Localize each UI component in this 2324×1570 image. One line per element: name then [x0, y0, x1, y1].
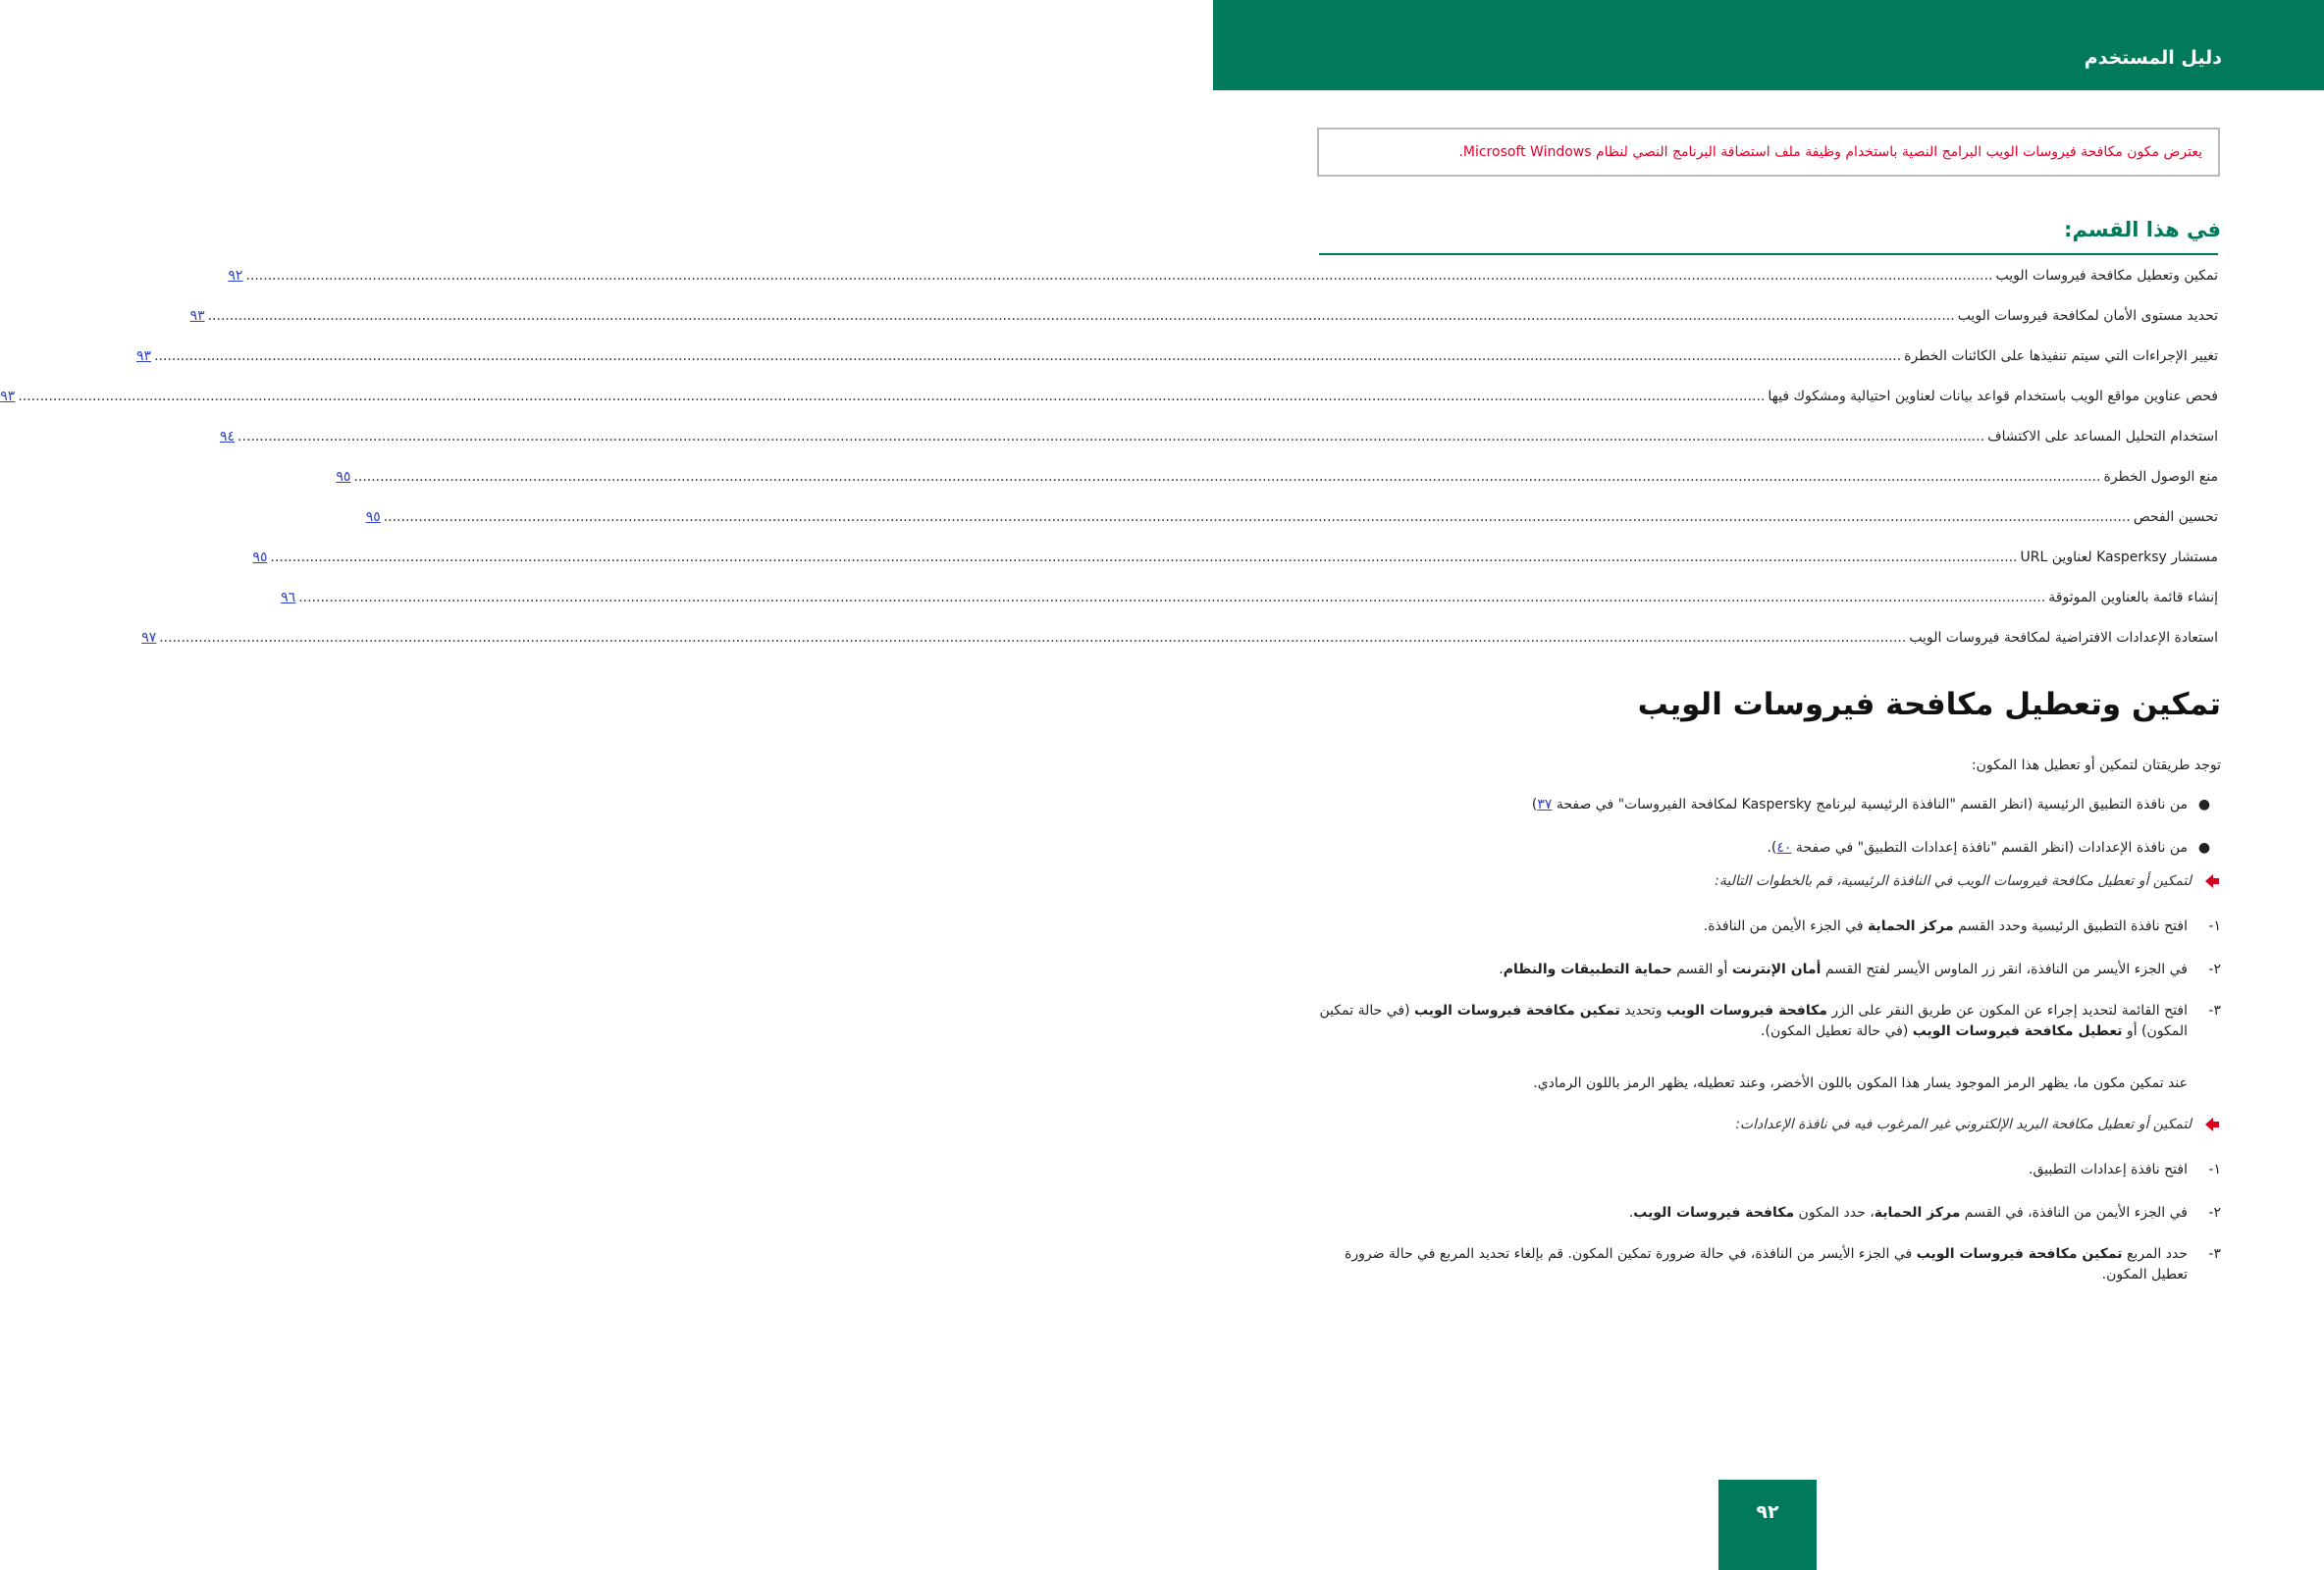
toc-page-link[interactable]: ٩٣ [136, 348, 152, 364]
toc-leader-dots: ................................................................................................................................................................................................................................................................................................................................................................................................................ [270, 550, 2018, 565]
toc-row[interactable] [220, 428, 2218, 468]
step-text: حدد المربع تمكين مكافحة فيروسات الويب في الجزء الأيسر من النافذة، في حالة ضرورة تمكين المكون. قم بإلغاء تحديد المربع في حالة ضرورة تعطيل المكون. [1345, 1246, 2188, 1282]
toc-page-link[interactable]: ٩٢ [228, 268, 243, 284]
step-number: ٢- [2208, 962, 2221, 977]
procedure-arrow-icon [2203, 1117, 2221, 1132]
bullet-icon: ● [2197, 840, 2211, 856]
toc-leader-dots: ................................................................................................................................................................................................................................................................................................................................................................................................................ [353, 469, 2101, 485]
procedure-heading-text: لتمكين أو تعطيل مكافحة فيروسات الويب في النافذة الرئيسية، قم بالخطوات التالية: [1715, 873, 2192, 889]
step-number: ٣- [2208, 1246, 2221, 1262]
section-divider [1319, 253, 2218, 255]
toc-leader-dots: ................................................................................................................................................................................................................................................................................................................................................................................................................ [238, 429, 1985, 445]
toc-row[interactable] [281, 589, 2218, 629]
toc-entry-title[interactable]: فحص عناوين مواقع الويب باستخدام قواعد بيانات لعناوين احتيالية ومشكوك فيها [1768, 389, 2218, 404]
bullet-text: من نافذة الإعدادات (انظر القسم "نافذة إعدادات التطبيق" في صفحة [1791, 840, 2188, 856]
page-link[interactable]: ٣٧ [1537, 797, 1553, 812]
bullet-icon: ● [2197, 797, 2211, 812]
step-item [1318, 1203, 2221, 1244]
toc-page-link[interactable]: ٩٣ [189, 308, 205, 324]
procedure-heading [1735, 1117, 2221, 1132]
toc-row[interactable] [141, 629, 2218, 669]
bullet-list [1338, 797, 2221, 883]
page-number: ٩٢ [1756, 1501, 1779, 1523]
toc-row[interactable] [189, 307, 2218, 347]
step-text: في الجزء الأيمن من النافذة، في القسم مركز الحماية، حدد المكون مكافحة فيروسات الويب. [1628, 1205, 2188, 1221]
toc-leader-dots: ................................................................................................................................................................................................................................................................................................................................................................................................................ [298, 590, 2046, 605]
toc-page-link[interactable]: ٩٣ [0, 389, 16, 404]
toc-page-link[interactable]: ٩٥ [252, 550, 268, 565]
procedure-heading [1715, 873, 2221, 889]
step-number: ١- [2208, 1162, 2221, 1178]
toc-page-link[interactable]: ٩٤ [220, 429, 236, 445]
toc-row[interactable] [252, 549, 2218, 589]
toc-entry-title[interactable]: استعادة الإعدادات الافتراضية لمكافحة فيروسات الويب [1909, 630, 2218, 646]
step-item [1318, 1160, 2221, 1203]
procedure-arrow-icon [2203, 873, 2221, 889]
step-item [1318, 1001, 2221, 1064]
step-number: ٢- [2208, 1205, 2221, 1221]
bullet-text: من نافذة التطبيق الرئيسية (انظر القسم "النافذة الرئيسية لبرنامج Kaspersky لمكافحة الفيروسات" في صفحة [1552, 797, 2188, 812]
toc-entry-title[interactable]: إنشاء قائمة بالعناوين الموثوقة [2048, 590, 2218, 605]
toc-leader-dots: ................................................................................................................................................................................................................................................................................................................................................................................................................ [207, 308, 1955, 324]
toc-entry-title[interactable]: منع الوصول الخطرة [2103, 469, 2218, 485]
procedure-steps [1318, 916, 2221, 1064]
procedure-note: عند تمكين مكون ما، يظهر الرمز الموجود يسار هذا المكون باللون الأخضر، وعند تعطيله، يظهر الرمز باللون الرمادي. [1533, 1075, 2188, 1091]
article-intro: توجد طريقتان لتمكين أو تعطيل هذا المكون: [1971, 758, 2221, 773]
page-link[interactable]: ٤٠ [1776, 840, 1792, 856]
article-title: تمكين وتعطيل مكافحة فيروسات الويب [1637, 687, 2221, 722]
toc-leader-dots: ................................................................................................................................................................................................................................................................................................................................................................................................................ [18, 389, 1766, 404]
step-number: ١- [2208, 918, 2221, 934]
procedure-steps [1318, 1160, 2221, 1307]
toc-leader-dots: ................................................................................................................................................................................................................................................................................................................................................................................................................ [245, 268, 1993, 284]
toc-entry-title[interactable]: تغيير الإجراءات التي سيتم تنفيذها على الكائنات الخطرة [1904, 348, 2218, 364]
toc-leader-dots: ................................................................................................................................................................................................................................................................................................................................................................................................................ [154, 348, 1902, 364]
toc-leader-dots: ................................................................................................................................................................................................................................................................................................................................................................................................................ [383, 509, 2131, 525]
procedure-heading-text: لتمكين أو تعطيل مكافحة البريد الإلكتروني غير المرغوب فيه في نافذة الإعدادات: [1735, 1117, 2192, 1132]
toc-entry-title[interactable]: تمكين وتعطيل مكافحة فيروسات الويب [1995, 268, 2218, 284]
header-title: دليل المستخدم [2084, 47, 2222, 69]
toc-entry-title[interactable]: مستشار Kasperksy لعناوين URL [2020, 550, 2218, 565]
toc-entry-title[interactable]: تحسين الفحص [2133, 509, 2218, 525]
list-item [1338, 797, 2221, 840]
table-of-contents [0, 267, 2218, 669]
toc-row[interactable] [365, 508, 2218, 549]
toc-row[interactable] [136, 347, 2218, 388]
toc-leader-dots: ................................................................................................................................................................................................................................................................................................................................................................................................................ [159, 630, 1907, 646]
toc-page-link[interactable]: ٩٧ [141, 630, 157, 646]
bullet-text-end: ). [1767, 840, 1777, 856]
step-text: في الجزء الأيسر من النافذة، انقر زر الماوس الأيسر لفتح القسم أمان الإنترنت أو القسم حماية التطبيقات والنظام. [1499, 962, 2188, 977]
step-item [1318, 916, 2221, 960]
page-number-box [1718, 1480, 1817, 1570]
note-text: يعترض مكون مكافحة فيروسات الويب البرامج النصية باستخدام وظيفة ملف استضافة البرنامج النصي لنظام Microsoft Windows. [1458, 144, 2202, 160]
section-heading: في هذا القسم: [2064, 218, 2221, 241]
step-number: ٣- [2208, 1003, 2221, 1019]
step-text: افتح نافذة إعدادات التطبيق. [2029, 1162, 2188, 1178]
step-text: افتح القائمة لتحديد إجراء عن المكون عن طريق النقر على الزر مكافحة فيروسات الويب وتحديد تمكين مكافحة فيروسات الويب (في حالة تمكين المكون) أو تعطيل مكافحة فيروسات الويب (في حالة تعطيل المكون). [1319, 1003, 2188, 1039]
toc-entry-title[interactable]: استخدام التحليل المساعد على الاكتشاف [1987, 429, 2218, 445]
toc-page-link[interactable]: ٩٥ [365, 509, 381, 525]
page-header [1213, 0, 2324, 90]
toc-page-link[interactable]: ٩٥ [336, 469, 351, 485]
toc-page-link[interactable]: ٩٦ [281, 590, 296, 605]
bullet-text-end: ) [1531, 797, 1538, 812]
note-box [1317, 128, 2220, 177]
toc-row[interactable] [336, 468, 2218, 508]
step-text: افتح نافذة التطبيق الرئيسية وحدد القسم مركز الحماية في الجزء الأيمن من النافذة. [1703, 918, 2188, 934]
step-item [1318, 960, 2221, 1001]
step-item [1318, 1244, 2221, 1307]
toc-row[interactable] [228, 267, 2218, 307]
toc-entry-title[interactable]: تحديد مستوى الأمان لمكافحة فيروسات الويب [1957, 308, 2218, 324]
toc-row[interactable] [0, 388, 2218, 428]
